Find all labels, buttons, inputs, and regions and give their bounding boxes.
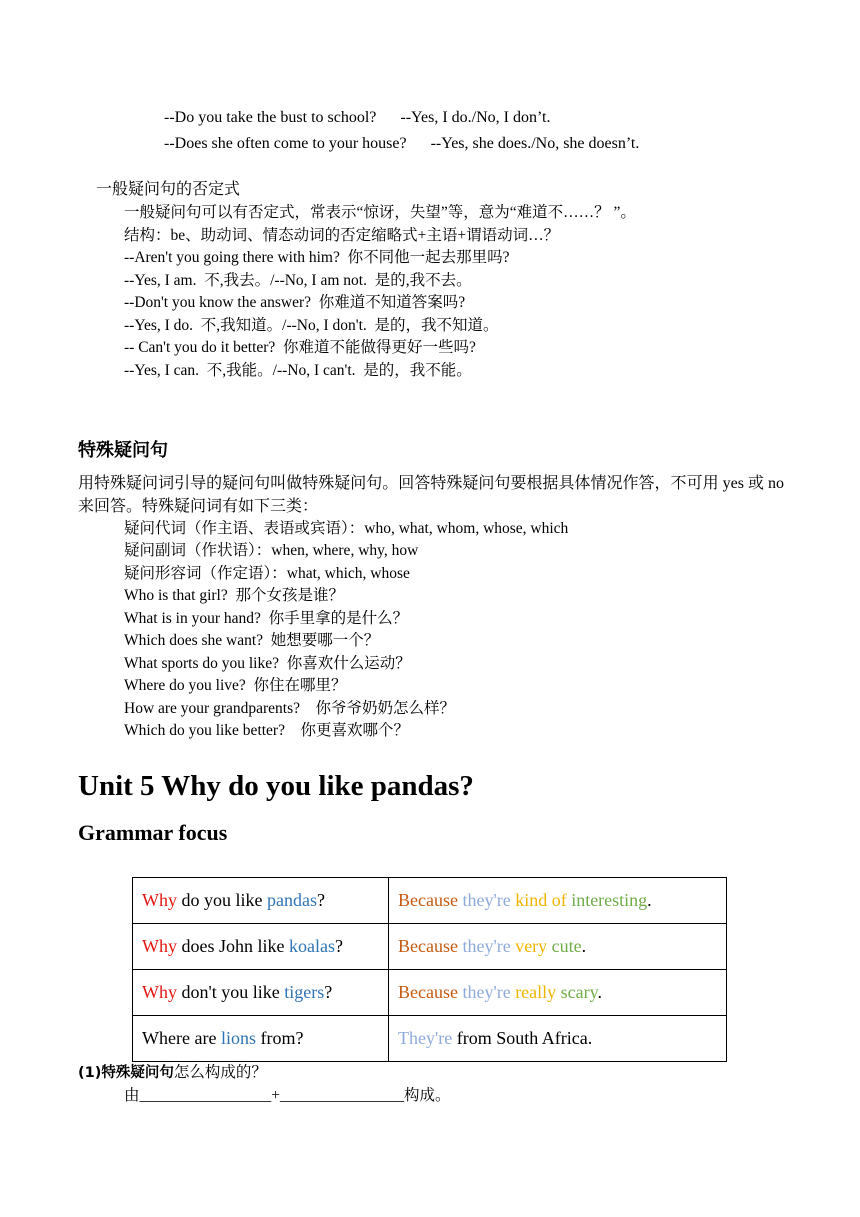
special-line: What is in your hand? 你手里拿的是什么？ <box>124 610 409 627</box>
cell-word: do you like <box>177 890 267 910</box>
negative-line: 结构：be、助动词、情态动词的否定缩略式+主语+谓语动词…？ <box>124 227 560 244</box>
cell-word: koalas <box>289 936 335 956</box>
grammar-table-row <box>133 970 727 1016</box>
answer-cell <box>389 970 727 1016</box>
question-1 <box>78 1063 267 1083</box>
cell-word: ? <box>316 890 325 910</box>
cell-word: really <box>515 982 557 1002</box>
cell-word: Because <box>398 890 458 910</box>
unit-title: Unit 5 Why do you like pandas? <box>78 770 474 802</box>
cell-word: Where are <box>142 1028 221 1048</box>
grammar-focus-table <box>132 877 727 1062</box>
cell-word: Why <box>142 982 177 1002</box>
special-line: Which do you like better? 你更喜欢哪个？ <box>124 722 409 739</box>
cell-word: they're <box>462 936 511 956</box>
grammar-focus-title: Grammar focus <box>78 820 228 845</box>
cell-word: cute <box>551 936 582 956</box>
negative-line: --Don't you know the answer? 你难道不知道答案吗? <box>124 294 466 311</box>
negative-line: 一般疑问句可以有否定式，常表示“惊讶，失望”等，意为“难道不……？ ”。 <box>124 204 636 221</box>
special-intro-paragraph: 用特殊疑问词引导的疑问句叫做特殊疑问句。回答特殊疑问句要根据具体情况作答，不可用 yes 或 no 来回答。特殊疑问词有如下三类： <box>78 475 784 515</box>
grammar-table-row <box>133 878 727 924</box>
special-line: How are your grandparents? 你爷爷奶奶怎么样？ <box>124 700 456 717</box>
cell-word: Why <box>142 890 177 910</box>
cell-word: They're <box>398 1028 453 1048</box>
special-line: 疑问代词（作主语、表语或宾语）：who, what, whom, whose, which <box>124 520 569 537</box>
cell-word: interesting <box>571 890 648 910</box>
section-title-special: 特殊疑问句 <box>78 440 168 461</box>
grammar-table-row <box>133 924 727 970</box>
example-line-2: --Does she often come to your house? --Yes, she does./No, she doesn’t. <box>164 135 640 152</box>
negative-line: --Yes, I do. 不,我知道。/--No, I don't. 是的，我不知道。 <box>124 317 499 334</box>
answer-cell <box>389 924 727 970</box>
special-line: 疑问形容词（作定语）：what, which, whose <box>124 565 410 582</box>
question-1-label: (1)特殊疑问句 <box>78 1065 174 1081</box>
cell-word: scary <box>560 982 598 1002</box>
cell-word: they're <box>462 890 511 910</box>
special-line: Who is that girl? 那个女孩是谁？ <box>124 587 344 604</box>
answer-cell <box>389 878 727 924</box>
grammar-table-row <box>133 1016 727 1062</box>
cell-word: kind of <box>515 890 567 910</box>
answer-cell <box>389 1016 727 1062</box>
special-line: What sports do you like? 你喜欢什么运动？ <box>124 655 411 672</box>
question-cell <box>133 1016 389 1062</box>
negative-line: -- Can't you do it better? 你难道不能做得更好一些吗? <box>124 339 476 356</box>
special-line: 疑问副词（作状语）：when, where, why, how <box>124 542 419 559</box>
negative-line: --Yes, I am. 不,我去。/--No, I am not. 是的,我不去。 <box>124 272 472 289</box>
cell-word: from? <box>255 1028 304 1048</box>
special-line: Where do you live? 你住在哪里？ <box>124 677 347 694</box>
question-1-text: 怎么构成的？ <box>173 1064 267 1081</box>
cell-word: from South Africa. <box>452 1028 593 1048</box>
negative-line: --Aren't you going there with him? 你不同他一起去那里吗? <box>124 249 510 266</box>
section-title-negative: 一般疑问句的否定式 <box>96 181 241 198</box>
negative-line: --Yes, I can. 不,我能。/--No, I can't. 是的，我不能。 <box>124 362 472 379</box>
cell-word: Because <box>398 936 458 956</box>
question-1-fill-blank: 由_________________+________________构成。 <box>124 1087 451 1104</box>
cell-word: tigers <box>284 982 325 1002</box>
special-line: Which does she want? 她想要哪一个？ <box>124 632 380 649</box>
cell-word: . <box>597 982 602 1002</box>
cell-word: . <box>647 890 652 910</box>
cell-word: pandas <box>267 890 317 910</box>
cell-word: does John like <box>177 936 289 956</box>
cell-word: lions <box>220 1028 256 1048</box>
cell-word: Why <box>142 936 177 956</box>
cell-word: . <box>581 936 587 956</box>
question-cell <box>133 878 389 924</box>
cell-word: ? <box>324 982 333 1002</box>
question-cell <box>133 970 389 1016</box>
cell-word: they're <box>462 982 511 1002</box>
cell-word: ? <box>334 936 343 956</box>
question-cell <box>133 924 389 970</box>
example-line-1: --Do you take the bust to school? --Yes, I do./No, I don’t. <box>164 109 551 126</box>
cell-word: very <box>515 936 548 956</box>
cell-word: don't you like <box>177 982 285 1002</box>
cell-word: Because <box>398 982 458 1002</box>
